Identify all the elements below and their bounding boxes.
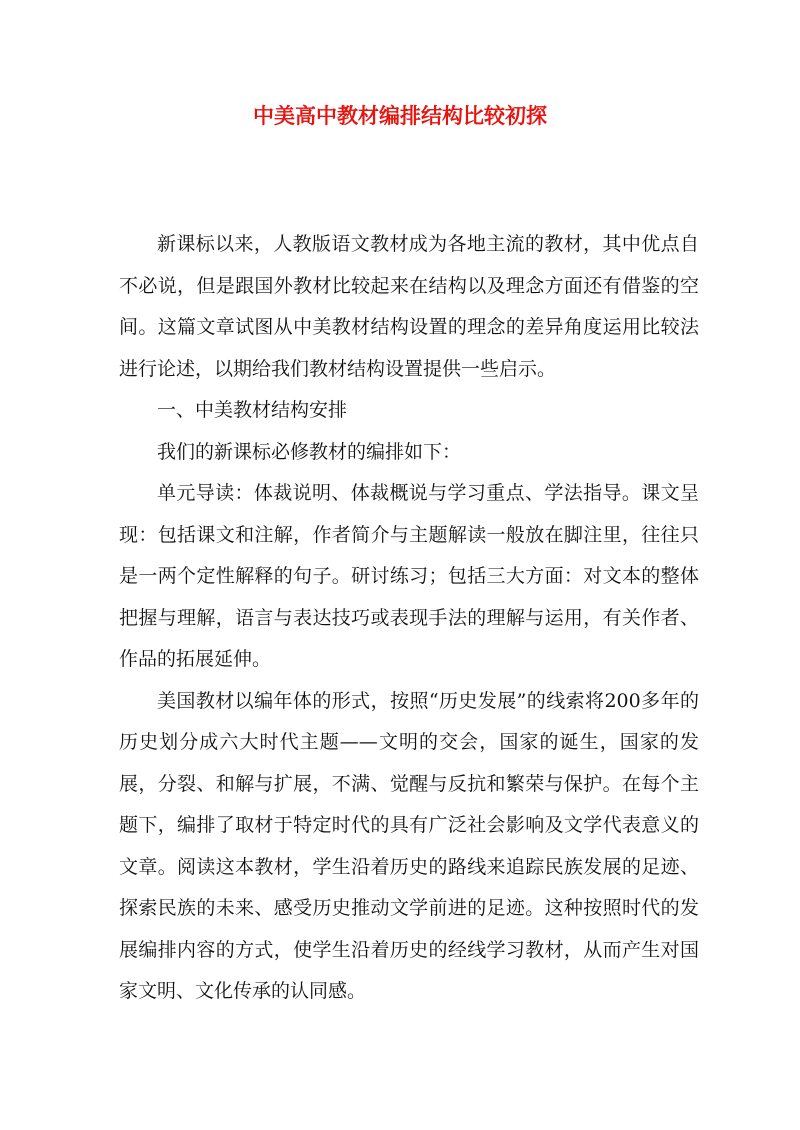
document-body	[119, 224, 699, 1013]
paragraph-chinese-structure: 单元导读：体裁说明、体裁概说与学习重点、学法指导。课文呈现：包括课文和注解，作者简介与主题解读一般放在脚注里，往往只是一两个定性解释的句子。研讨练习；包括三大方面：对文本的整体把握与理解，语言与表达技巧或表现手法的理解与运用，有关作者、作品的拓展延伸。	[119, 482, 699, 670]
paragraph-us-structure: 美国教材以编年体的形式，按照“历史发展”的线索将200多年的历史划分成六大时代主题——文明的交会，国家的诞生，国家的发展，分裂、和解与扩展，不满、觉醒与反抗和繁荣与保护。在每个主题下，编排了取材于特定时代的具有广泛社会影响及文学代表意义的文章。阅读这本教材，学生沿着历史的路线来追踪民族发展的足迹、探索民族的未来、感受历史推动文学前进的足迹。这种按照时代的发展编排内容的方式，使学生沿着历史的经线学习教材，从而产生对国家文明、文化传承的认同感。	[119, 689, 699, 1002]
paragraph-lead: 我们的新课标必修教材的编排如下：	[157, 440, 462, 463]
section-heading: 一、中美教材结构安排	[157, 399, 348, 421]
document-title: 中美高中教材编排结构比较初探	[253, 103, 547, 128]
paragraph-intro: 新课标以来，人教版语文教材成为各地主流的教材，其中优点自不必说，但是跟国外教材比较起来在结构以及理念方面还有借鉴的空间。这篇文章试图从中美教材结构设置的理念的差异角度运用比较法进行论述，以期给我们教材结构设置提供一些启示。	[119, 233, 699, 380]
